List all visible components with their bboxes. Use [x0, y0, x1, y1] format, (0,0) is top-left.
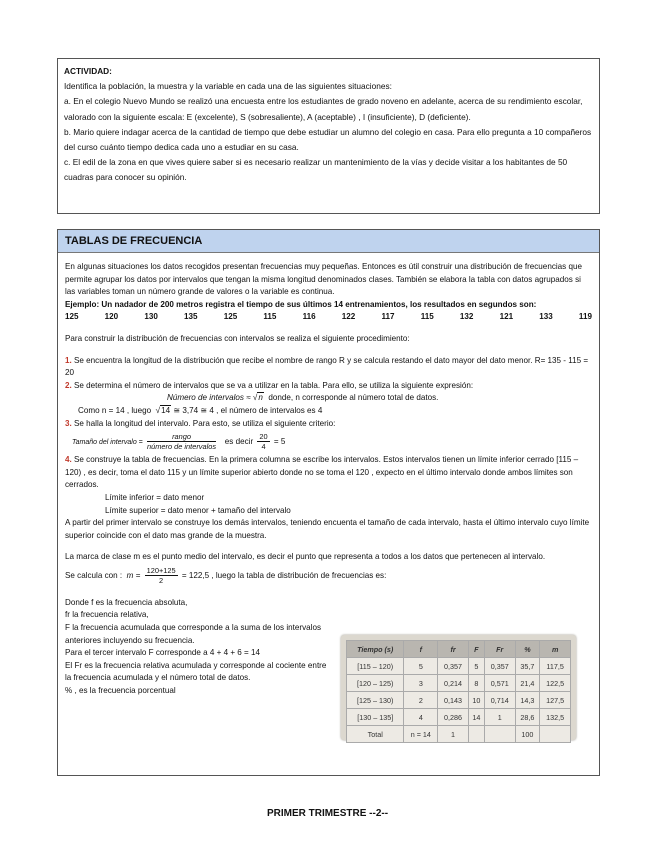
limit-superior: Límite superior = dato menor + tamaño del intervalo: [105, 505, 291, 515]
step-2-formula: Número de intervalos ≈ √n donde, n corresponde al número total de datos.: [167, 393, 439, 403]
activity-item-a: a. En el colegio Nuevo Mundo se realizó una encuesta entre los estudiantes de grado noveno en adelante, acerca de su rendimiento escolar, valorado con la siguiente escala: E (excelente), S (sobresaliente), A (aceptable) , I (insuficiente), D (deficiente).: [64, 96, 583, 122]
definition: El Fr es la frecuencia relativa acumulada y corresponde al cociente entre la frecuencia acumulada y el número total de datos.: [65, 660, 327, 683]
table-cell: 100: [515, 726, 540, 743]
definition: fr la frecuencia relativa,: [65, 610, 149, 620]
calc-label: Se calcula con :: [65, 570, 123, 580]
calc-m: m =: [126, 570, 141, 580]
table-cell: 0,571: [484, 675, 515, 692]
column-header: %: [515, 641, 540, 658]
data-value: 132: [459, 312, 474, 322]
table-row: [347, 675, 571, 692]
data-value: 135: [184, 312, 198, 322]
step-text: Se determina el número de intervalos que se va a utilizar en la tabla. Para ello, se utiliza la siguiente expresión:: [74, 380, 474, 390]
table-cell: 8: [468, 675, 484, 692]
table-cell: 117,5: [540, 658, 571, 675]
procedure-text: Para construir la distribución de frecuencias con intervalos se realiza el siguiente procedimiento:: [65, 333, 410, 343]
example-text: Ejemplo: Un nadador de 200 metros registra el tiempo de sus últimos 14 entrenamientos, los resultados en segundos son:: [65, 299, 537, 309]
activity-item-c: c. El edil de la zona en que vives quiere saber si es necesario realizar un mantenimiento de la vías y decide visitar a los habitantes de 50 cuadras para conocer su opinión.: [64, 157, 568, 183]
section-title: TABLAS DE FRECUENCIA: [58, 230, 599, 253]
definitions: [65, 597, 331, 698]
table-cell: [125 – 130): [347, 692, 404, 709]
step-number: 1.: [65, 355, 72, 365]
step-text: Se halla la longitud del intervalo. Para esto, se utiliza el siguiente criterio:: [74, 418, 336, 428]
step-number: 4.: [65, 455, 72, 465]
table-cell: 35,7: [515, 658, 540, 675]
table-cell: 0,214: [438, 675, 469, 692]
table-cell: [115 – 120): [347, 658, 404, 675]
frequency-table: [346, 640, 571, 743]
table-cell: 0,357: [484, 658, 515, 675]
step-2-calc: Como n = 14 , luego √14 ≅ 3,74 ≅ 4 , el número de intervalos es 4: [78, 405, 323, 415]
data-value: 115: [420, 312, 434, 322]
table-cell: [540, 726, 571, 743]
step-3-formula: [65, 430, 592, 454]
table-cell: Total: [347, 726, 404, 743]
frequency-table-image: [341, 635, 576, 740]
formula-mid: es decir: [224, 437, 254, 447]
table-cell: 28,6: [515, 709, 540, 726]
table-cell: [120 – 125): [347, 675, 404, 692]
fraction-top: 120+125: [146, 566, 176, 576]
step-1: [65, 355, 592, 380]
activity-item-b: b. Mario quiere indagar acerca de la cantidad de tiempo que debe estudiar un alumno del colegio en casa. Para ello pregunta a 10 compañeros del curso cuánto tiempo dedica cada uno a estudiar en su casa.: [64, 126, 592, 153]
page-footer: PRIMER TRIMESTRE --2--: [266, 808, 389, 819]
limit-inferior: Límite inferior = dato menor: [105, 492, 205, 502]
table-cell: 5: [468, 658, 484, 675]
activity-title: ACTIVIDAD:: [64, 66, 112, 76]
table-cell: 0,143: [438, 692, 469, 709]
data-value: 120: [104, 312, 119, 322]
table-row: [347, 709, 571, 726]
column-header: f: [404, 641, 438, 658]
step-number: 2.: [65, 380, 72, 390]
class-mark-calc: [65, 564, 592, 588]
step-text: Se construye la tabla de frecuencias. En la primera columna se escribe los intervalos. Estos intervalos tienen un límite inferior cerrado [115 – 120) , es decir, toma el dato 115 y un límite superior abierto donde no se toma el 120 , expecto en el último intervalo donde ambos límites son cerrados.: [65, 455, 579, 490]
calc-result: = 122,5 , luego la tabla de distribución de frecuencias es:: [181, 570, 387, 580]
data-value: 117: [381, 312, 395, 322]
table-cell: [130 – 135]: [347, 709, 404, 726]
table-row: [347, 658, 571, 675]
step-3: [65, 418, 592, 431]
column-header: Tiempo (s): [347, 641, 404, 658]
calc-text-b: ≅ 3,74 ≅ 4 , el número de intervalos es 4: [173, 405, 323, 415]
formula-text: donde, n corresponde al número total de datos.: [268, 393, 439, 403]
table-cell: [484, 726, 515, 743]
table-cell: 127,5: [540, 692, 571, 709]
class-mark-text: La marca de clase m es el punto medio del intervalo, es decir el punto que representa a todos a los datos que pertenecen al intervalo.: [65, 552, 546, 562]
table-cell: 21,4: [515, 675, 540, 692]
column-header: fr: [438, 641, 469, 658]
table-header-row: [347, 641, 571, 658]
mark-fraction: [145, 566, 178, 585]
table-cell: 1: [484, 709, 515, 726]
step-4: [65, 454, 592, 492]
table-cell: 14,3: [515, 692, 540, 709]
definition: % , es la frecuencia porcentual: [65, 686, 176, 696]
after-paragraph: A partir del primer intervalo se construye los demás intervalos, teniendo encuenta el tamaño de cada intervalo, hasta el último intervalo cuyo límite superior coincide con el dato mas grande de la muestra.: [65, 518, 590, 540]
fraction-bottom: 2: [159, 576, 164, 586]
table-cell: 0,714: [484, 692, 515, 709]
step-number: 3.: [65, 418, 72, 428]
data-value: 125: [65, 312, 79, 322]
fraction-bottom: número de intervalos: [147, 442, 217, 452]
fraction-bottom: 4: [261, 442, 266, 452]
table-total-row: [347, 726, 571, 743]
data-value: 119: [578, 312, 592, 322]
data-value: 115: [263, 312, 277, 322]
table-cell: 5: [404, 658, 438, 675]
intro-paragraph: En algunas situaciones los datos recogidos presentan frecuencias muy pequeñas. Entonces es útil construir una distribución de frecuencias que permite agrupar los datos por intervalos que tengan la misma longitud denominados clases. También se elabora la tabla con datos agrupados si las variables toman un número grande de valores o la variable es continua.: [65, 262, 582, 297]
data-value: 122: [341, 312, 356, 322]
definition: Para el tercer intervalo F corresponde a 4 + 4 + 6 = 14: [65, 648, 261, 658]
table-cell: n = 14: [404, 726, 438, 743]
table-cell: 3: [404, 675, 438, 692]
table-cell: 1: [438, 726, 469, 743]
table-row: [347, 692, 571, 709]
formula-result: = 5: [273, 437, 286, 447]
table-cell: 10: [468, 692, 484, 709]
activity-intro: Identifica la población, la muestra y la variable en cada una de las siguientes situaciones:: [64, 81, 392, 92]
activity-box: [57, 58, 600, 214]
data-value: 116: [302, 312, 316, 322]
formula-label: Tamaño del intervalo =: [72, 439, 143, 447]
formula-sqrt: n: [258, 393, 263, 403]
table-cell: 0,286: [438, 709, 469, 726]
value-fraction: [257, 432, 269, 451]
column-header: m: [540, 641, 571, 658]
data-value: 121: [499, 312, 514, 322]
formula-label: Número de intervalos ≈: [167, 393, 251, 403]
table-cell: 2: [404, 692, 438, 709]
fraction-top: rango: [147, 432, 216, 442]
table-cell: 14: [468, 709, 484, 726]
definition: Donde f es la frecuencia absoluta,: [65, 597, 188, 607]
definition: F la frecuencia acumulada que corresponde a la suma de los intervalos anteriores incluyendo su frecuencia.: [65, 623, 321, 645]
fraction-top: 20: [259, 432, 268, 442]
column-header: Fr: [484, 641, 515, 658]
step-text: Se encuentra la longitud de la distribución que recibe el nombre de rango R y se calcula restando el dato mayor del dato menor. R= 135 - 115 = 20: [65, 355, 589, 378]
interval-fraction: [147, 432, 216, 451]
data-value: 125: [223, 312, 238, 322]
calc-text-a: Como n = 14 , luego: [78, 405, 152, 415]
data-value: 133: [539, 312, 553, 322]
table-cell: [468, 726, 484, 743]
table-cell: 0,357: [438, 658, 469, 675]
table-cell: 122,5: [540, 675, 571, 692]
table-cell: 4: [404, 709, 438, 726]
data-value: 130: [144, 312, 158, 322]
step-2: [65, 380, 592, 393]
column-header: F: [468, 641, 484, 658]
table-cell: 132,5: [540, 709, 571, 726]
section-content: [65, 252, 592, 698]
calc-sqrt: 14: [161, 405, 171, 415]
data-values: [65, 311, 592, 324]
